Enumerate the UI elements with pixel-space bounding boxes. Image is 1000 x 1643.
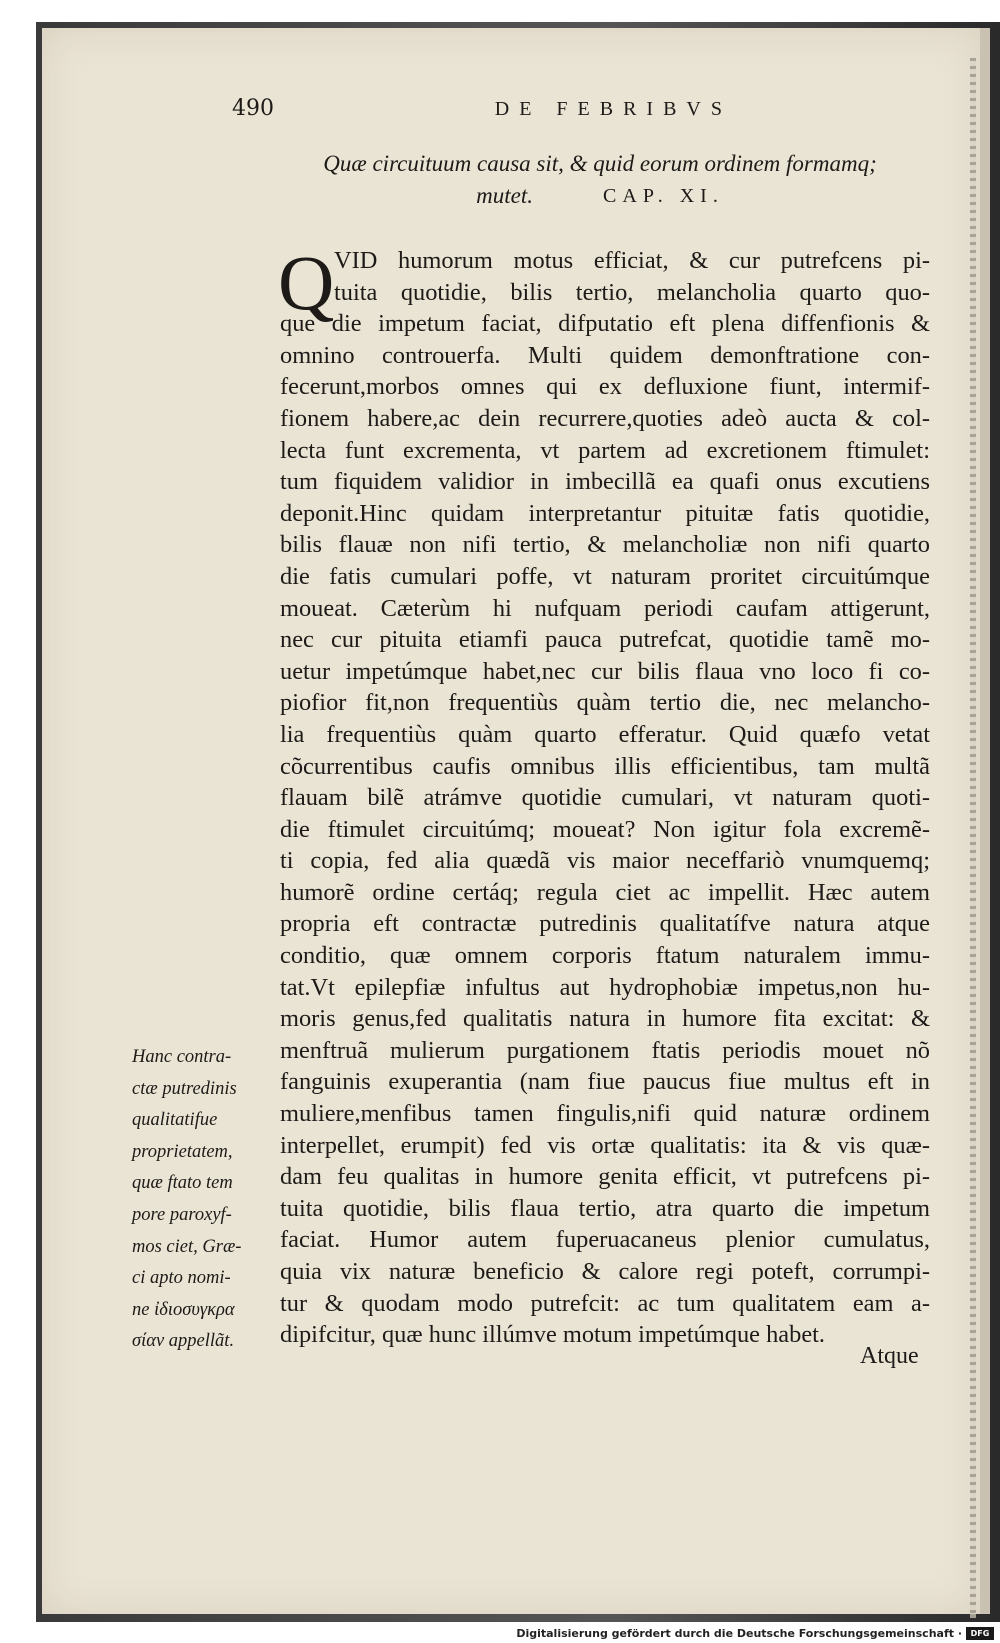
- text-line: dam feu qualitas in humore genita efficit, vt putrefcens pi-: [280, 1163, 930, 1191]
- text-line: humorẽ ordine certáq; regula ciet ac impellit. Hæc autem: [280, 878, 930, 906]
- marginal-note-line: σίαν appellãt.: [132, 1331, 235, 1352]
- text-line: fionem habere,ac dein recurrere,quoties adeò aucta & col-: [280, 404, 930, 432]
- text-line: nec cur pituita etiamfi pauca putrefcat, quotidie tamẽ mo-: [280, 626, 930, 654]
- text-line: fanguinis exuperantia (nam fiue paucus fiue multus eft in: [280, 1068, 930, 1096]
- marginal-note-line: proprietatem,: [132, 1141, 233, 1162]
- chapter-title-line2: mutet.: [476, 183, 534, 208]
- chapter-title-line2-row: [290, 180, 910, 212]
- chapter-title: [290, 148, 910, 212]
- text-line: muliere,menfibus tamen fingulis,nifi quid naturæ ordinem: [280, 1100, 930, 1128]
- text-line: die fatis cumulari poffe, vt naturam proritet circuitúmque: [280, 562, 930, 590]
- chapter-title-line1: Quæ circuituum causa sit, & quid eorum ordinem formamq;: [323, 151, 877, 176]
- text-line: cõcurrentibus caufis omnibus illis efficientibus, tam multã: [280, 752, 930, 780]
- text-line: faciat. Humor autem fuperuacaneus plenior cumulatus,: [280, 1226, 930, 1254]
- text-line: tur & quodam modo putrefcit: ac tum qualitatem eam a-: [280, 1289, 930, 1317]
- text-line: omnino controuerfa. Multi quidem demonftratione con-: [280, 341, 930, 369]
- text-line: interpellet, erumpit) fed vis ortæ qualitatis: ita & vis quæ-: [280, 1131, 930, 1159]
- text-line: quia vix naturæ beneficio & calore regi poteft, corrumpi-: [280, 1258, 930, 1285]
- marginal-note-line: ctæ putredinis: [132, 1078, 237, 1099]
- marginal-note-line: Hanc contra-: [132, 1047, 232, 1067]
- text-line: tuita quotidie, bilis tertio, melancholia quarto quo-: [334, 278, 930, 306]
- text-line: conditio, quæ omnem corporis ftatum naturalem immu-: [280, 942, 930, 970]
- marginal-note: [132, 1042, 270, 1358]
- chapter-number: CAP. XI.: [603, 185, 724, 207]
- text-line: tuita quotidie, bilis flaua tertio, atra quarto die impetum: [280, 1194, 930, 1222]
- text-line: uetur impetúmque habet,nec cur bilis flaua vno loco fi co-: [280, 657, 930, 685]
- text-line: VID humorum motus efficiat, & cur putrefcens pi-: [334, 247, 930, 274]
- page-header: [232, 96, 792, 121]
- text-line: bilis flauæ non nifi tertio, & melancholiæ non nifi quarto: [280, 531, 930, 559]
- text-line: die ftimulet circuitúmq; moueat? Non igitur fola excremẽ-: [280, 815, 930, 843]
- marginal-note-line: mos ciet, Græ-: [132, 1236, 242, 1257]
- text-line: menftruã mulierum purgationem ftatis periodis mouet nõ: [280, 1036, 930, 1064]
- text-line: tat.Vt epilepfiæ infultus aut hydrophobiæ impetus,non hu-: [280, 973, 930, 1001]
- drop-cap: Q: [278, 239, 335, 326]
- text-line: flauam bilẽ atrámve quotidie cumulari, vt naturam quoti-: [280, 784, 930, 812]
- text-line: que die impetum faciat, difputatio eft plena diffenfionis &: [280, 310, 930, 338]
- text-line: moris genus,fed qualitatis natura in humore fita excitat: &: [280, 1005, 930, 1033]
- text-line: lia frequentiùs quàm quarto efferatur. Quid quæfo vetat: [280, 720, 930, 748]
- text-line: tum fiquidem validior in imbecillã ea quafi onus excutiens: [280, 468, 930, 496]
- text-line: deponit.Hinc quidam interpretantur pituitæ fatis quotidie,: [280, 499, 930, 527]
- text-line: piofior fit,non frequentiùs quàm tertio die, nec melancho-: [280, 689, 930, 717]
- text-line: dipifcitur, quæ hunc illúmve motum impetúmque habet.: [280, 1321, 826, 1349]
- page-edge: [970, 58, 976, 1618]
- catchword: Atque: [860, 1343, 919, 1369]
- marginal-note-line: pore paroxyf-: [132, 1204, 232, 1225]
- page-number: 490: [232, 96, 274, 121]
- text-line: fecerunt,morbos omnes qui ex defluxione fiunt, intermif-: [280, 373, 930, 401]
- running-head: DE FEBRIBVS: [494, 98, 732, 120]
- marginal-note-line: ne ἰδιοσυγκρα: [132, 1299, 235, 1320]
- text-line: propria eft contractæ putredinis qualitatífve natura atque: [280, 910, 930, 938]
- footer-credit: Digitalisierung gefördert durch die Deutsche Forschungsgemeinschaft ·: [516, 1627, 962, 1640]
- text-line: ti copia, fed alia quædã vis maior neceffariò vnumquemq;: [280, 847, 930, 875]
- text-line: moueat. Cæterùm hi nufquam periodi caufam attigerunt,: [280, 594, 930, 622]
- body-text: [278, 239, 930, 1351]
- marginal-note-line: qualitatifue: [132, 1110, 218, 1131]
- text-line: lecta funt excrementa, vt partem ad excretionem ftimulet:: [280, 436, 930, 464]
- marginal-note-line: quæ ftato tem: [132, 1173, 233, 1194]
- dfg-logo: DFG: [966, 1627, 994, 1640]
- marginal-note-line: ci apto nomi-: [132, 1268, 231, 1289]
